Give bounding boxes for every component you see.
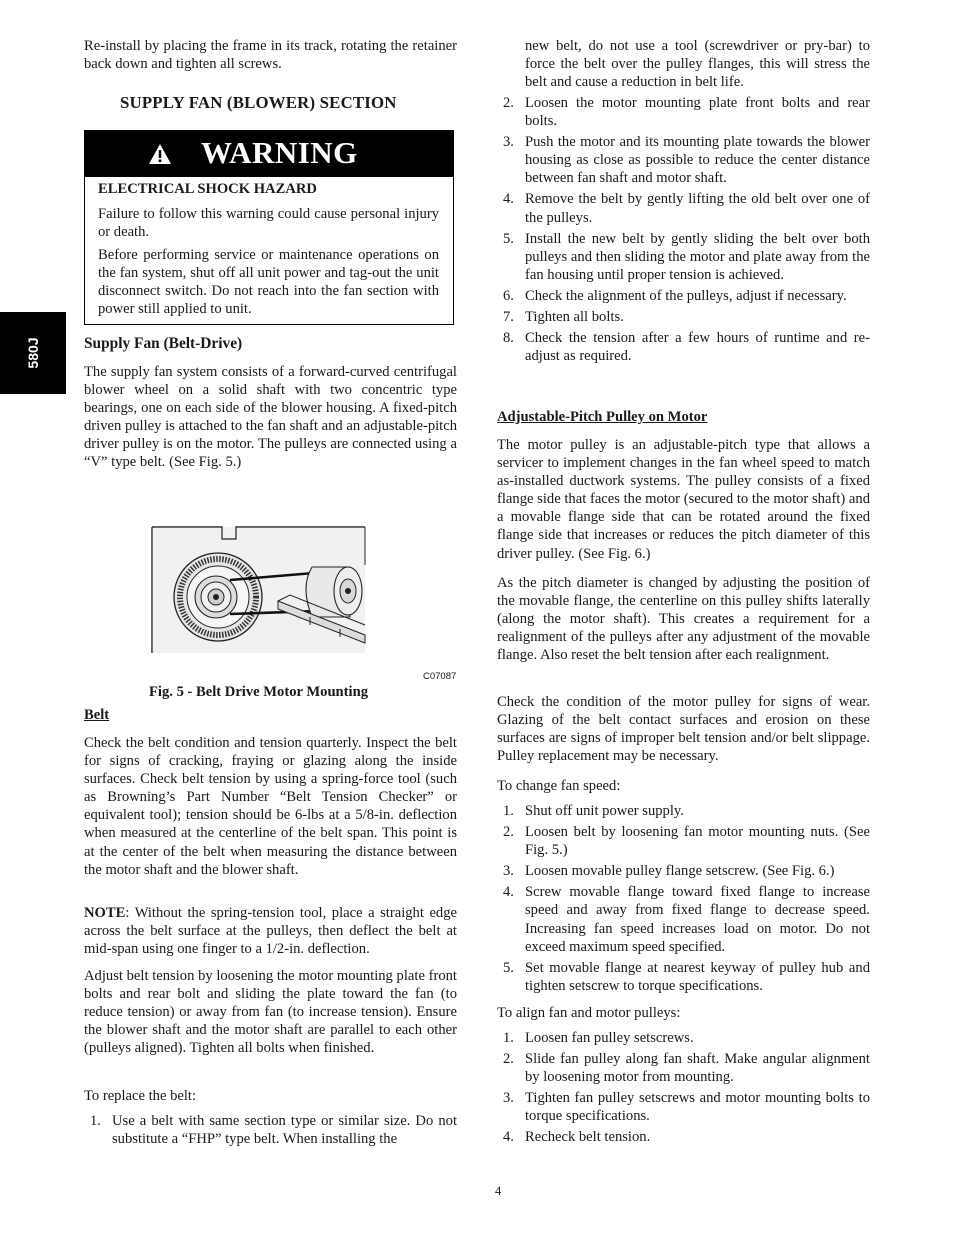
list-item-text: Tighten fan pulley setscrews and motor mounting bolts to torque specifications. <box>525 1090 870 1125</box>
list-item-text: Loosen the motor mounting plate front bolts and rear bolts. <box>525 95 870 130</box>
list-item <box>497 230 870 284</box>
belt-drive-figure <box>150 525 368 655</box>
list-item <box>497 329 870 365</box>
list-item <box>497 308 870 326</box>
list-item-text: Check the alignment of the pulleys, adjust if necessary. <box>525 287 847 304</box>
list-item-number: 4. <box>503 884 514 901</box>
list-item <box>497 1050 870 1086</box>
align-steps <box>497 1029 870 1147</box>
list-item <box>497 1029 870 1047</box>
list-item-number: 1. <box>503 803 514 819</box>
list-item-number: 1. <box>503 1030 514 1046</box>
belt-drive-heading: Supply Fan (Belt-Drive) <box>84 335 243 352</box>
list-item-number: 3. <box>503 134 514 151</box>
note-label: NOTE <box>84 905 126 921</box>
replace-continued: new belt, do not use a tool (screwdriver or pry-bar) to force the belt over the pulley flanges, this will stress the belt and cause a reduction in belt life. <box>525 38 870 91</box>
belt-heading: Belt <box>84 707 110 723</box>
speed-intro: To change fan speed: <box>497 778 621 794</box>
belt-drive-paragraph: The supply fan system consists of a forward-curved centrifugal blower wheel on a solid shaft with two concentric type bearings, one on each side of the blower housing. A fixed-pitch driven pulley is attached to the fan shaft and an adjustable-pitch driver pulley is on the motor. The pulleys are connected using a “V” type belt. (See Fig. 5.) <box>84 364 457 471</box>
list-item-number: 4. <box>503 1129 514 1146</box>
list-item-number: 4. <box>503 191 514 208</box>
list-item-text: Set movable flange at nearest keyway of pulley hub and tighten setscrew to torque specifications. <box>525 959 870 994</box>
list-item <box>497 802 870 820</box>
list-item <box>497 959 870 995</box>
warning-triangle-icon <box>148 143 172 165</box>
list-item-text: Loosen belt by loosening fan motor mounting nuts. (See Fig. 5.) <box>525 824 870 859</box>
replace-steps-right <box>497 94 870 365</box>
figure-id: C07087 <box>423 671 457 682</box>
list-item-text: Remove the belt by gently lifting the old belt over one of the pulleys. <box>525 191 870 226</box>
replace-steps-left <box>84 1112 457 1148</box>
warning-paragraph-2: Before performing service or maintenance operations on the fan system, shut off all unit power and tag-out the unit disconnect switch. Do not reach into the fan section with power still applied to unit. <box>98 247 439 318</box>
list-item <box>497 1089 870 1125</box>
list-item-text: Screw movable flange toward fixed flange to increase speed and away from fixed flange to decrease speed. Increasing fan speed increases load on motor. Do not exceed maximum speed specified. <box>525 884 870 955</box>
list-item-number: 2. <box>503 824 514 841</box>
hazard-heading: ELECTRICAL SHOCK HAZARD <box>98 181 317 197</box>
section-title: SUPPLY FAN (BLOWER) SECTION <box>120 93 397 112</box>
list-item-text: Install the new belt by gently sliding the belt over both pulleys and then sliding the motor and plate away from the fan housing until proper tension is achieved. <box>525 230 870 283</box>
list-item-number: 3. <box>503 1090 514 1107</box>
list-item-number: 7. <box>503 309 514 326</box>
warning-banner <box>85 131 453 177</box>
note-text: : Without the spring-tension tool, place a straight edge across the belt surface at the pulleys, then deflect the belt at mid-span using one finger to a 1/2-in. deflection. <box>84 905 457 958</box>
intro-paragraph: Re-install by placing the frame in its track, rotating the retainer back down and tighten all screws. <box>84 38 457 73</box>
pulley-paragraph-2: As the pitch diameter is changed by adjusting the position of the movable flange, the centerline on this pulley shifts laterally (along the motor shaft). This creates a requirement for a realignment of the pulleys after any adjustment of the movable flange. Also reset the belt tension after each realignment. <box>497 575 870 664</box>
list-item: 1. Use a belt with same section type or similar size. Do not substitute a “FHP” type belt. When installing the <box>90 1113 457 1148</box>
pulley-heading: Adjustable-Pitch Pulley on Motor <box>497 409 708 425</box>
speed-steps <box>497 802 870 995</box>
belt-paragraph-3: Adjust belt tension by loosening the motor mounting plate front bolts and rear bolt and sliding the plate toward the fan (to reduce tension) or away from fan (to increase tension). Ensure the blower shaft and the motor shaft are parallel to each other (pulleys aligned). Tighten all bolts when finished. <box>84 968 457 1057</box>
list-item-text: Push the motor and its mounting plate towards the blower housing as close as possible to reduce the center distance between fan shaft and motor shaft. <box>525 134 870 187</box>
list-item-text: Check the tension after a few hours of runtime and re-adjust as required. <box>525 330 870 365</box>
list-item-text: Loosen fan pulley setscrews. <box>525 1030 694 1046</box>
list-item-number: 5. <box>503 959 514 976</box>
list-item-text: Tighten all bolts. <box>525 309 624 326</box>
list-item <box>497 94 870 130</box>
pulley-paragraph-1: The motor pulley is an adjustable-pitch type that allows a servicer to implement changes in the fan wheel speed to match as-installed ductwork systems. The pulley consists of a fixed flange side that faces the motor (secured to the motor shaft) and a movable flange side that can be rotated around the fixed flange side that increases or reduces the pitch diameter of this driver pulley. (See Fig. 6.) <box>497 437 870 562</box>
list-item-number: 6. <box>503 287 514 304</box>
page-number: 4 <box>495 1184 502 1198</box>
model-side-tab-label: 580J <box>25 337 41 369</box>
list-item <box>497 287 870 305</box>
note-paragraph <box>84 904 457 958</box>
list-item-text: Recheck belt tension. <box>525 1129 651 1146</box>
list-item-text: Shut off unit power supply. <box>525 803 684 819</box>
warning-title: WARNING <box>201 135 358 170</box>
align-intro: To align fan and motor pulleys: <box>497 1005 681 1021</box>
list-item-number: 8. <box>503 330 514 347</box>
list-item-text: Slide fan pulley along fan shaft. Make angular alignment by loosening motor from mounting. <box>525 1051 870 1086</box>
list-item-number: 2. <box>503 95 514 111</box>
list-item-text: Loosen movable pulley flange setscrew. (See Fig. 6.) <box>525 863 835 880</box>
list-item-number: 2. <box>503 1051 514 1068</box>
list-item <box>497 190 870 226</box>
list-item <box>497 883 870 955</box>
list-item <box>497 133 870 187</box>
figure-caption: Fig. 5 - Belt Drive Motor Mounting <box>149 684 369 700</box>
replace-intro: To replace the belt: <box>84 1088 197 1104</box>
list-item-number: 3. <box>503 863 514 880</box>
list-item <box>497 1128 870 1146</box>
list-item <box>497 823 870 859</box>
list-item-number: 5. <box>503 230 514 247</box>
warning-paragraph-1: Failure to follow this warning could cause personal injury or death. <box>98 206 439 241</box>
warning-box <box>84 130 454 325</box>
list-item <box>497 862 870 880</box>
belt-paragraph-1: Check the belt condition and tension quarterly. Inspect the belt for signs of cracking, fraying or glazing along the inside surfaces. Check belt tension by using a spring-force tool (such as Browning’s Part Number “Belt Tension Checker” or equivalent tool); tension should be 6-lbs at a 5/8-in. deflection when measured at the centerline of the belt span. This point is at the center of the belt when measuring the distance between the motor shaft and the blower shaft. <box>84 735 457 878</box>
model-side-tab <box>0 312 66 394</box>
pulley-paragraph-3: Check the condition of the motor pulley for signs of wear. Glazing of the belt contact surfaces and erosion on these surfaces are signs of improper belt tension and/or belt slippage. Pulley replacement may be necessary. <box>497 694 870 765</box>
